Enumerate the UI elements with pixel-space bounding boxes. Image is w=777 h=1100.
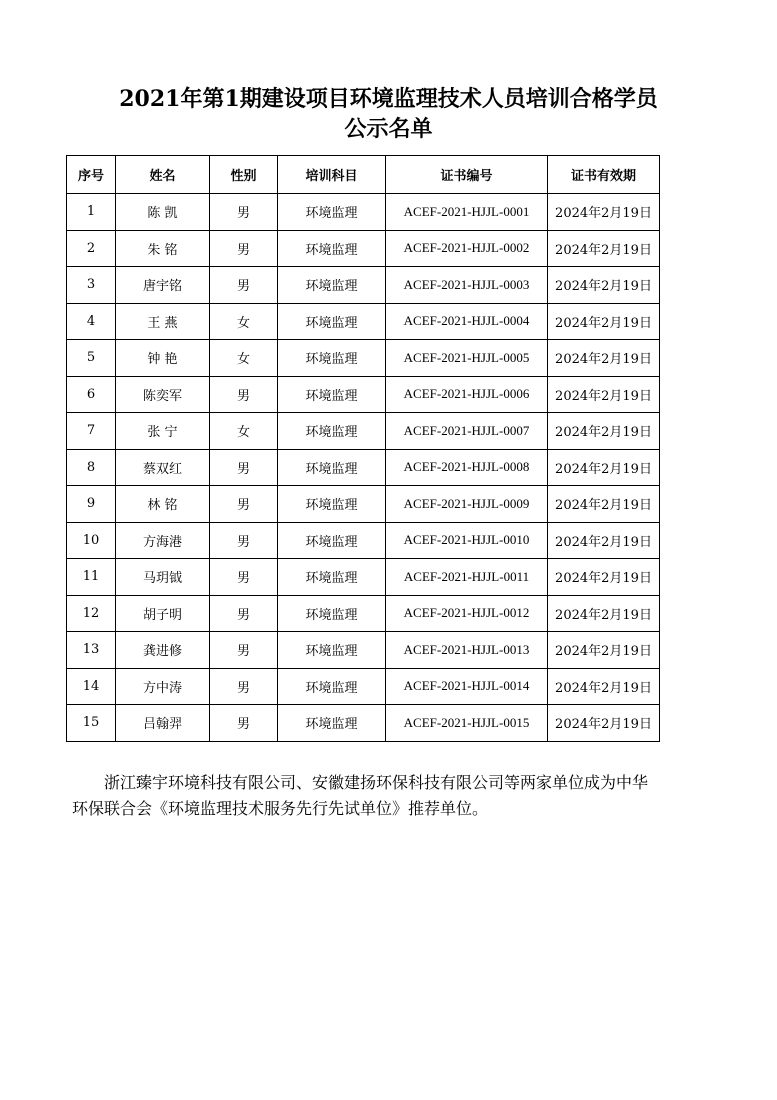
cell-subject: 环境监理 [278,668,386,705]
cell-index: 10 [67,522,116,559]
cell-name: 陈 凯 [116,194,210,231]
cell-certificate-number: ACEF-2021-HJJL-0013 [386,632,548,669]
cell-gender: 男 [210,267,278,304]
cell-certificate-number: ACEF-2021-HJJL-0012 [386,595,548,632]
header-certificate-validity: 证书有效期 [548,156,660,194]
cell-certificate-validity: 2024年2月19日 [548,230,660,267]
cell-gender: 男 [210,668,278,705]
table-row [67,522,660,559]
cell-certificate-validity: 2024年2月19日 [548,303,660,340]
cell-certificate-validity: 2024年2月19日 [548,376,660,413]
table-row [67,632,660,669]
cell-certificate-validity: 2024年2月19日 [548,340,660,377]
cell-certificate-validity: 2024年2月19日 [548,522,660,559]
cell-certificate-number: ACEF-2021-HJJL-0014 [386,668,548,705]
cell-name: 张 宁 [116,413,210,450]
cell-subject: 环境监理 [278,559,386,596]
table-body [67,194,660,742]
cell-certificate-validity: 2024年2月19日 [548,194,660,231]
cell-gender: 女 [210,340,278,377]
cell-certificate-validity: 2024年2月19日 [548,705,660,742]
cell-certificate-number: ACEF-2021-HJJL-0004 [386,303,548,340]
cell-name: 龚进修 [116,632,210,669]
cell-index: 15 [67,705,116,742]
cell-name: 陈奕军 [116,376,210,413]
cell-name: 马玥钺 [116,559,210,596]
table-row [67,595,660,632]
cell-subject: 环境监理 [278,522,386,559]
cell-index: 4 [67,303,116,340]
page-title-line2: 公示名单 [344,116,433,142]
trainee-table [66,155,660,742]
cell-index: 6 [67,376,116,413]
cell-gender: 男 [210,230,278,267]
cell-certificate-number: ACEF-2021-HJJL-0010 [386,522,548,559]
header-name: 姓名 [116,156,210,194]
cell-name: 钟 艳 [116,340,210,377]
cell-certificate-validity: 2024年2月19日 [548,413,660,450]
cell-subject: 环境监理 [278,376,386,413]
cell-gender: 男 [210,559,278,596]
cell-certificate-validity: 2024年2月19日 [548,559,660,596]
cell-name: 蔡双红 [116,449,210,486]
cell-gender: 男 [210,705,278,742]
cell-subject: 环境监理 [278,705,386,742]
cell-index: 14 [67,668,116,705]
table-row [67,267,660,304]
cell-index: 12 [67,595,116,632]
cell-name: 林 铭 [116,486,210,523]
cell-certificate-validity: 2024年2月19日 [548,486,660,523]
cell-certificate-validity: 2024年2月19日 [548,668,660,705]
cell-subject: 环境监理 [278,632,386,669]
cell-index: 11 [67,559,116,596]
cell-subject: 环境监理 [278,267,386,304]
cell-subject: 环境监理 [278,449,386,486]
cell-gender: 女 [210,303,278,340]
cell-subject: 环境监理 [278,413,386,450]
header-index: 序号 [67,156,116,194]
cell-certificate-number: ACEF-2021-HJJL-0008 [386,449,548,486]
cell-name: 王 燕 [116,303,210,340]
cell-gender: 男 [210,449,278,486]
table-header-row [67,156,660,194]
cell-certificate-validity: 2024年2月19日 [548,632,660,669]
cell-certificate-validity: 2024年2月19日 [548,267,660,304]
cell-subject: 环境监理 [278,340,386,377]
table-row [67,303,660,340]
recommendation-note: 浙江臻宇环境科技有限公司、安徽建扬环保科技有限公司等两家单位成为中华环保联合会《环境监理技术服务先行先试单位》推荐单位。 [72,773,649,818]
cell-certificate-number: ACEF-2021-HJJL-0003 [386,267,548,304]
table-row [67,559,660,596]
cell-name: 方中涛 [116,668,210,705]
cell-gender: 男 [210,522,278,559]
table-row [67,340,660,377]
cell-index: 2 [67,230,116,267]
cell-certificate-number: ACEF-2021-HJJL-0009 [386,486,548,523]
cell-subject: 环境监理 [278,486,386,523]
cell-gender: 男 [210,486,278,523]
table-row [67,376,660,413]
cell-gender: 女 [210,413,278,450]
cell-gender: 男 [210,376,278,413]
cell-name: 吕翰羿 [116,705,210,742]
cell-certificate-validity: 2024年2月19日 [548,595,660,632]
cell-name: 朱 铭 [116,230,210,267]
cell-name: 唐宇铭 [116,267,210,304]
cell-index: 3 [67,267,116,304]
cell-certificate-number: ACEF-2021-HJJL-0015 [386,705,548,742]
cell-certificate-number: ACEF-2021-HJJL-0002 [386,230,548,267]
cell-index: 1 [67,194,116,231]
cell-index: 9 [67,486,116,523]
table-row [67,230,660,267]
cell-index: 7 [67,413,116,450]
cell-certificate-number: ACEF-2021-HJJL-0007 [386,413,548,450]
cell-certificate-number: ACEF-2021-HJJL-0005 [386,340,548,377]
header-certificate-number: 证书编号 [386,156,548,194]
cell-index: 8 [67,449,116,486]
cell-index: 5 [67,340,116,377]
table-row [67,705,660,742]
table-row [67,413,660,450]
cell-gender: 男 [210,632,278,669]
cell-certificate-number: ACEF-2021-HJJL-0011 [386,559,548,596]
cell-certificate-validity: 2024年2月19日 [548,449,660,486]
cell-certificate-number: ACEF-2021-HJJL-0006 [386,376,548,413]
cell-name: 方海港 [116,522,210,559]
header-subject: 培训科目 [278,156,386,194]
cell-certificate-number: ACEF-2021-HJJL-0001 [386,194,548,231]
cell-subject: 环境监理 [278,303,386,340]
page-title-line1: 2021年第1期建设项目环境监理技术人员培训合格学员 [119,86,658,112]
cell-subject: 环境监理 [278,194,386,231]
table-row [67,486,660,523]
cell-gender: 男 [210,194,278,231]
cell-subject: 环境监理 [278,595,386,632]
cell-name: 胡子明 [116,595,210,632]
table-row [67,449,660,486]
table-row [67,194,660,231]
header-gender: 性别 [210,156,278,194]
cell-gender: 男 [210,595,278,632]
cell-index: 13 [67,632,116,669]
table-row [67,668,660,705]
cell-subject: 环境监理 [278,230,386,267]
